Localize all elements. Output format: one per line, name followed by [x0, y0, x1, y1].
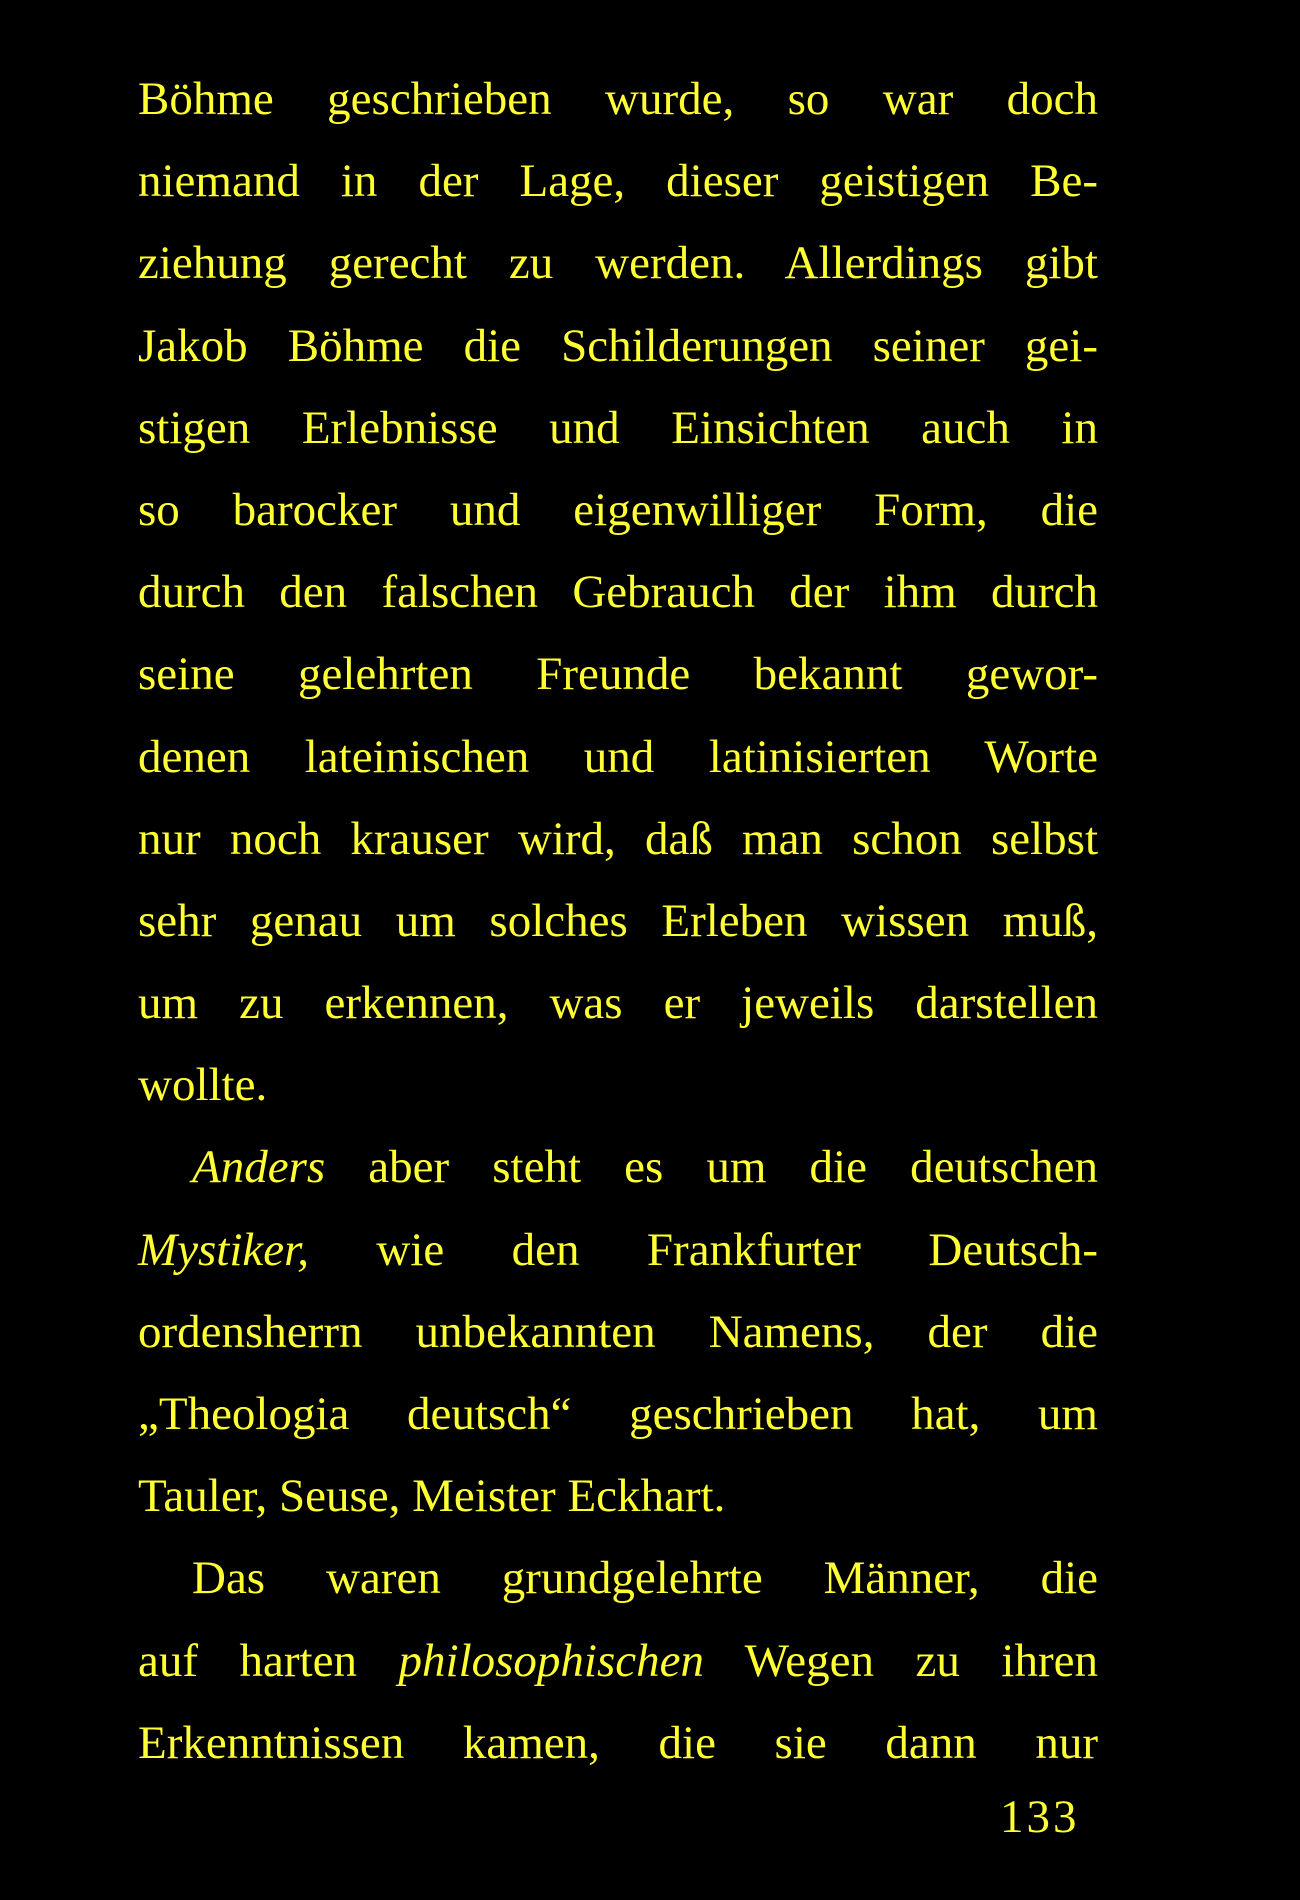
text-segment: durch den falschen Gebrauch der ihm durch: [138, 566, 1098, 619]
text-segment: Wegen zu ihren: [704, 1634, 1098, 1687]
italic-text: Mystiker,: [138, 1223, 309, 1276]
text-line: [138, 222, 1098, 304]
text-line: [138, 962, 1098, 1044]
text-line: [138, 305, 1098, 387]
page-number: 133: [1000, 1791, 1080, 1843]
text-segment: sehr genau um solches Erleben wissen muß,: [138, 894, 1098, 947]
text-line: [138, 1537, 1098, 1619]
text-line: [138, 140, 1098, 222]
text-segment: ziehung gerecht zu werden. Allerdings gibt: [138, 237, 1098, 290]
text-segment: nur noch krauser wird, daß man schon selbst: [138, 812, 1098, 865]
text-segment: seine gelehrten Freunde bekannt gewor-: [138, 648, 1098, 701]
text-segment: Tauler, Seuse, Meister Eckhart.: [138, 1470, 726, 1523]
text-line: [138, 716, 1098, 798]
text-segment: Jakob Böhme die Schilderungen seiner gei-: [138, 319, 1098, 372]
text-segment: stigen Erlebnisse und Einsichten auch in: [138, 401, 1098, 454]
text-line: [138, 1291, 1098, 1373]
text-segment: aber steht es um die deutschen: [325, 1141, 1098, 1194]
text-segment: wie den Frankfurter Deutsch-: [308, 1223, 1098, 1276]
text-line: [138, 58, 1098, 140]
body-text: [138, 58, 1098, 1784]
text-line: [138, 469, 1098, 551]
text-line: [138, 633, 1098, 715]
text-segment: denen lateinischen und latinisierten Worte: [138, 730, 1098, 783]
text-segment: Das waren grundgelehrte Männer, die: [192, 1552, 1098, 1605]
text-segment: „Theologia deutsch“ geschrieben hat, um: [138, 1388, 1098, 1440]
text-line: [138, 387, 1098, 469]
text-line: [138, 798, 1098, 880]
text-line: [138, 1702, 1098, 1784]
text-line: [138, 1620, 1098, 1702]
text-line: [138, 1126, 1098, 1208]
text-segment: Böhme geschrieben wurde, so war doch: [138, 73, 1098, 125]
text-segment: niemand in der Lage, dieser geistigen Be-: [138, 155, 1098, 208]
text-line: [138, 1044, 1098, 1126]
text-line: [138, 880, 1098, 962]
text-segment: so barocker und eigenwilliger Form, die: [138, 483, 1098, 536]
italic-text: philosophischen: [398, 1634, 704, 1687]
italic-text: Anders: [192, 1141, 326, 1194]
text-segment: auf harten: [138, 1634, 399, 1687]
text-line: [138, 1455, 1098, 1537]
text-line: [138, 1373, 1098, 1455]
text-line: [138, 551, 1098, 633]
text-segment: um zu erkennen, was er jeweils darstellen: [138, 977, 1098, 1030]
text-line: [138, 1209, 1098, 1291]
text-segment: ordensherrn unbekannten Namens, der die: [138, 1305, 1098, 1358]
text-segment: Erkenntnissen kamen, die sie dann nur: [138, 1716, 1098, 1769]
text-segment: wollte.: [138, 1059, 268, 1112]
